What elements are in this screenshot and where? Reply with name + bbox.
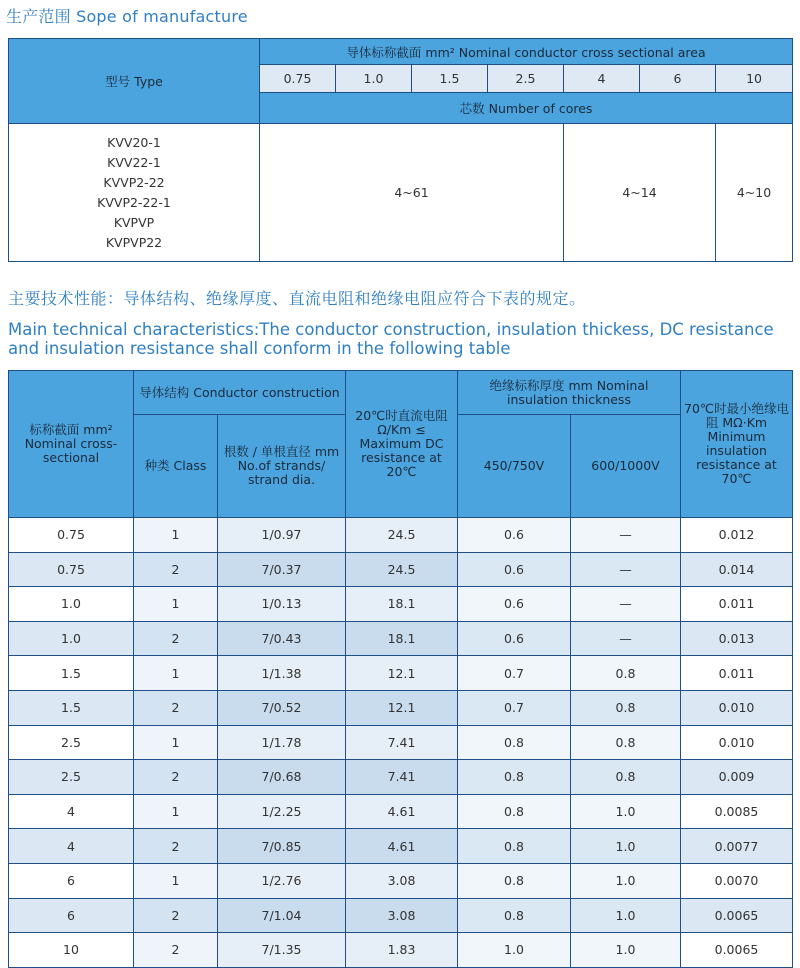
dc-resistance-cell: 3.08 <box>346 898 458 933</box>
insulation-450-cell: 0.7 <box>458 656 571 691</box>
tech-heading-cn: 主要技术性能：导体结构、绝缘厚度、直流电阻和绝缘电阻应符合下表的规定。 <box>8 289 586 308</box>
cross-section-cell: 6 <box>9 863 134 898</box>
dc-resistance-cell: 24.5 <box>346 552 458 587</box>
dc-resistance-cell: 7.41 <box>346 725 458 760</box>
class-cell: 1 <box>134 794 218 829</box>
insulation-600-cell: 0.8 <box>571 760 681 795</box>
min-resistance-cell: 0.0077 <box>681 829 793 864</box>
cross-section-cell: 2.5 <box>9 725 134 760</box>
cross-section-cell: 0.75 <box>9 518 134 553</box>
dc-resistance-cell: 24.5 <box>346 518 458 553</box>
size-cell: 6 <box>640 65 716 93</box>
insulation-600-cell: — <box>571 552 681 587</box>
dc-resistance-cell: 3.08 <box>346 863 458 898</box>
insulation-450-cell: 0.6 <box>458 621 571 656</box>
strands-cell: 7/1.35 <box>218 933 346 968</box>
type-item: KVPVP22 <box>105 234 163 250</box>
table-row <box>9 725 793 760</box>
strands-cell: 7/0.37 <box>218 552 346 587</box>
strands-cell: 7/0.68 <box>218 760 346 795</box>
min-resistance-cell: 0.012 <box>681 518 793 553</box>
dc-resistance-cell: 1.83 <box>346 933 458 968</box>
table-row <box>9 656 793 691</box>
type-item: KVV20-1 <box>107 134 161 150</box>
min-resistance-cell: 0.010 <box>681 690 793 725</box>
min-resistance-cell: 0.014 <box>681 552 793 587</box>
insulation-600-cell: — <box>571 518 681 553</box>
min-resistance-cell: 0.011 <box>681 656 793 691</box>
dc-resistance-cell: 18.1 <box>346 621 458 656</box>
cross-section-cell: 4 <box>9 829 134 864</box>
voltage-600-header: 600/1000V <box>571 415 681 518</box>
class-cell: 2 <box>134 552 218 587</box>
insulation-600-cell: 1.0 <box>571 898 681 933</box>
table-row <box>9 690 793 725</box>
tech-table <box>8 370 793 968</box>
table-row <box>9 829 793 864</box>
voltage-450-header: 450/750V <box>458 415 571 518</box>
strands-cell: 1/2.76 <box>218 863 346 898</box>
insulation-450-cell: 0.6 <box>458 552 571 587</box>
insulation-600-cell: 1.0 <box>571 794 681 829</box>
class-cell: 1 <box>134 725 218 760</box>
class-cell: 2 <box>134 898 218 933</box>
insulation-600-cell: 0.8 <box>571 656 681 691</box>
table-row <box>9 863 793 898</box>
scope-table <box>8 38 793 262</box>
insulation-600-cell: 0.8 <box>571 725 681 760</box>
dc-resistance-cell: 18.1 <box>346 587 458 622</box>
dc-resistance-cell: 12.1 <box>346 656 458 691</box>
insulation-450-cell: 0.6 <box>458 518 571 553</box>
size-cell: 10 <box>716 65 793 93</box>
table-row <box>9 518 793 553</box>
table-row <box>9 552 793 587</box>
table-row <box>9 621 793 656</box>
cross-section-cell: 1.0 <box>9 587 134 622</box>
insulation-450-cell: 1.0 <box>458 933 571 968</box>
insulation-600-cell: 1.0 <box>571 863 681 898</box>
cores-row <box>9 124 793 262</box>
strands-cell: 1/2.25 <box>218 794 346 829</box>
type-item: KVPVP <box>113 214 155 230</box>
table-row <box>9 898 793 933</box>
type-list <box>9 124 260 262</box>
class-cell: 2 <box>134 933 218 968</box>
insulation-450-cell: 0.8 <box>458 863 571 898</box>
table-row <box>9 760 793 795</box>
cores-range: 4~10 <box>716 124 793 262</box>
insulation-450-cell: 0.8 <box>458 898 571 933</box>
cross-section-cell: 2.5 <box>9 760 134 795</box>
insulation-600-cell: — <box>571 587 681 622</box>
table-row <box>9 933 793 968</box>
min-resistance-cell: 0.010 <box>681 725 793 760</box>
conductor-col-header: 导体结构 Conductor construction <box>134 371 346 415</box>
cores-range: 4~61 <box>260 124 564 262</box>
size-cell: 1.5 <box>412 65 488 93</box>
insulation-450-cell: 0.8 <box>458 829 571 864</box>
insulation-450-cell: 0.6 <box>458 587 571 622</box>
size-cell: 1.0 <box>336 65 412 93</box>
min-resistance-col-header: 70℃时最小绝缘电阻 MΩ·Km Minimum insulation resistance at 70℃ <box>681 371 793 518</box>
strands-cell: 7/0.52 <box>218 690 346 725</box>
cores-range: 4~14 <box>564 124 716 262</box>
scope-title: 生产范围 Sope of manufacture <box>6 7 248 26</box>
type-item: KVV22-1 <box>107 154 161 170</box>
strands-cell: 7/0.85 <box>218 829 346 864</box>
class-cell: 1 <box>134 656 218 691</box>
size-cell: 0.75 <box>260 65 336 93</box>
cross-section-header: 导体标称截面 mm² Nominal conductor cross sectional area <box>260 39 793 65</box>
insulation-600-cell: — <box>571 621 681 656</box>
table-row <box>9 587 793 622</box>
cross-section-cell: 1.5 <box>9 656 134 691</box>
dc-resistance-cell: 12.1 <box>346 690 458 725</box>
table-row <box>9 794 793 829</box>
strands-cell: 1/0.13 <box>218 587 346 622</box>
type-header: 型号 Type <box>9 39 260 124</box>
insulation-450-cell: 0.8 <box>458 760 571 795</box>
min-resistance-cell: 0.0070 <box>681 863 793 898</box>
cross-section-cell: 1.5 <box>9 690 134 725</box>
cross-section-cell: 0.75 <box>9 552 134 587</box>
strands-col-header: 根数 / 单根直径 mm No.of strands/ strand dia. <box>218 415 346 518</box>
size-cell: 2.5 <box>488 65 564 93</box>
cross-section-col-header: 标称截面 mm² Nominal cross-sectional <box>9 371 134 518</box>
cross-section-cell: 10 <box>9 933 134 968</box>
insulation-600-cell: 1.0 <box>571 829 681 864</box>
class-cell: 2 <box>134 690 218 725</box>
class-cell: 1 <box>134 518 218 553</box>
min-resistance-cell: 0.011 <box>681 587 793 622</box>
insulation-450-cell: 0.8 <box>458 794 571 829</box>
class-col-header: 种类 Class <box>134 415 218 518</box>
insulation-450-cell: 0.7 <box>458 690 571 725</box>
strands-cell: 1/1.78 <box>218 725 346 760</box>
class-cell: 1 <box>134 863 218 898</box>
class-cell: 1 <box>134 587 218 622</box>
dc-resistance-cell: 4.61 <box>346 829 458 864</box>
insulation-450-cell: 0.8 <box>458 725 571 760</box>
cross-section-cell: 6 <box>9 898 134 933</box>
cores-header: 芯数 Number of cores <box>260 93 793 124</box>
class-cell: 2 <box>134 760 218 795</box>
min-resistance-cell: 0.0085 <box>681 794 793 829</box>
cross-section-cell: 4 <box>9 794 134 829</box>
size-cell: 4 <box>564 65 640 93</box>
class-cell: 2 <box>134 829 218 864</box>
dc-resistance-col-header: 20℃时直流电阻 Ω/Km ≤ Maximum DC resistance at 20℃ <box>346 371 458 518</box>
tech-heading-en: Main technical characteristics:The conductor construction, insulation thickess, DC resistance and insulation resistance shall conform in the following table <box>8 320 774 358</box>
insulation-col-header: 绝缘标称厚度 mm Nominal insulation thickness <box>458 371 681 415</box>
cross-section-cell: 1.0 <box>9 621 134 656</box>
insulation-600-cell: 0.8 <box>571 690 681 725</box>
min-resistance-cell: 0.0065 <box>681 933 793 968</box>
insulation-600-cell: 1.0 <box>571 933 681 968</box>
strands-cell: 1/0.97 <box>218 518 346 553</box>
type-item: KVVP2-22-1 <box>97 194 171 210</box>
dc-resistance-cell: 4.61 <box>346 794 458 829</box>
strands-cell: 7/1.04 <box>218 898 346 933</box>
dc-resistance-cell: 7.41 <box>346 760 458 795</box>
type-item: KVVP2-22 <box>103 174 165 190</box>
strands-cell: 7/0.43 <box>218 621 346 656</box>
min-resistance-cell: 0.009 <box>681 760 793 795</box>
class-cell: 2 <box>134 621 218 656</box>
strands-cell: 1/1.38 <box>218 656 346 691</box>
min-resistance-cell: 0.0065 <box>681 898 793 933</box>
min-resistance-cell: 0.013 <box>681 621 793 656</box>
